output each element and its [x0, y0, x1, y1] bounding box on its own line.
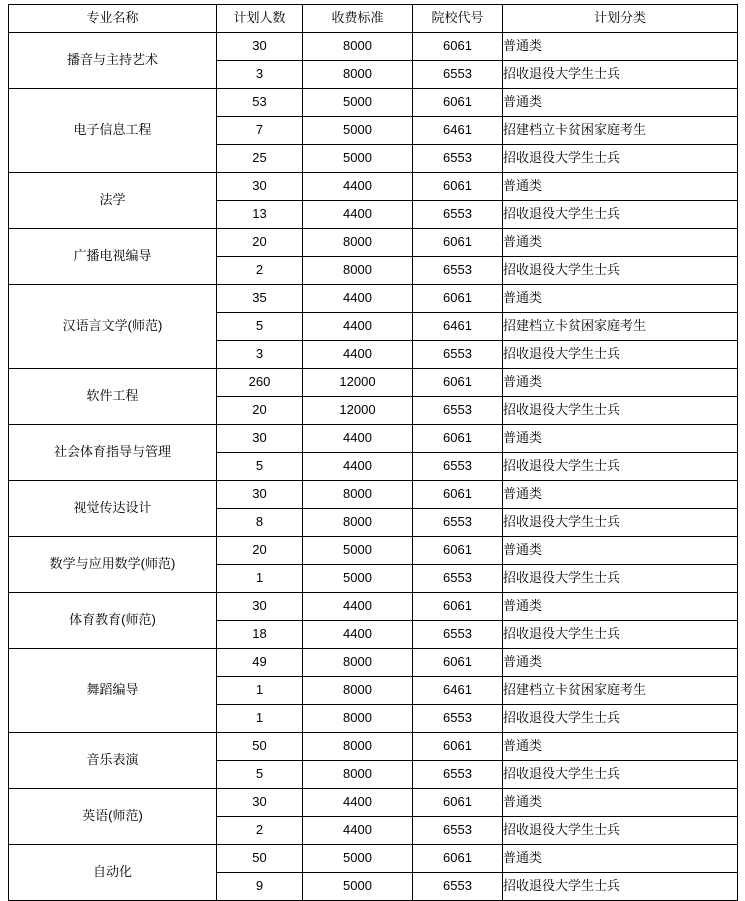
cell-major-name: 数学与应用数学(师范) [9, 537, 217, 593]
cell-plan-count: 18 [217, 621, 303, 649]
cell-fee-standard: 8000 [303, 229, 413, 257]
cell-fee-standard: 12000 [303, 369, 413, 397]
cell-plan-count: 5 [217, 761, 303, 789]
table-header-row [9, 5, 738, 33]
cell-plan-category: 普通类 [503, 173, 738, 201]
cell-plan-count: 3 [217, 61, 303, 89]
cell-plan-count: 35 [217, 285, 303, 313]
cell-plan-count: 2 [217, 257, 303, 285]
table-header [9, 5, 738, 33]
cell-fee-standard: 8000 [303, 61, 413, 89]
cell-fee-standard: 4400 [303, 453, 413, 481]
cell-school-code: 6553 [413, 453, 503, 481]
cell-plan-category: 招收退役大学生士兵 [503, 705, 738, 733]
cell-school-code: 6553 [413, 61, 503, 89]
cell-school-code: 6061 [413, 649, 503, 677]
cell-fee-standard: 12000 [303, 397, 413, 425]
cell-major-name: 广播电视编导 [9, 229, 217, 285]
cell-fee-standard: 4400 [303, 313, 413, 341]
cell-major-name: 社会体育指导与管理 [9, 425, 217, 481]
cell-plan-category: 招收退役大学生士兵 [503, 61, 738, 89]
cell-school-code: 6553 [413, 509, 503, 537]
cell-plan-count: 30 [217, 173, 303, 201]
cell-plan-category: 普通类 [503, 89, 738, 117]
cell-school-code: 6461 [413, 117, 503, 145]
column-header-code: 院校代号 [413, 5, 503, 33]
cell-plan-count: 2 [217, 817, 303, 845]
cell-plan-category: 普通类 [503, 649, 738, 677]
cell-school-code: 6061 [413, 845, 503, 873]
table-row [9, 89, 738, 117]
cell-fee-standard: 8000 [303, 649, 413, 677]
cell-plan-count: 30 [217, 33, 303, 61]
cell-fee-standard: 4400 [303, 173, 413, 201]
cell-fee-standard: 8000 [303, 33, 413, 61]
cell-fee-standard: 4400 [303, 201, 413, 229]
cell-fee-standard: 8000 [303, 705, 413, 733]
cell-plan-count: 25 [217, 145, 303, 173]
cell-school-code: 6553 [413, 397, 503, 425]
cell-school-code: 6061 [413, 481, 503, 509]
cell-school-code: 6553 [413, 565, 503, 593]
cell-fee-standard: 4400 [303, 817, 413, 845]
cell-plan-count: 9 [217, 873, 303, 901]
column-header-count: 计划人数 [217, 5, 303, 33]
cell-plan-category: 招建档立卡贫困家庭考生 [503, 313, 738, 341]
cell-plan-count: 20 [217, 229, 303, 257]
enrollment-plan-table [8, 4, 738, 901]
cell-fee-standard: 5000 [303, 873, 413, 901]
table-row [9, 789, 738, 817]
cell-school-code: 6553 [413, 705, 503, 733]
cell-plan-category: 招收退役大学生士兵 [503, 257, 738, 285]
cell-school-code: 6553 [413, 873, 503, 901]
cell-plan-category: 普通类 [503, 33, 738, 61]
cell-fee-standard: 5000 [303, 145, 413, 173]
cell-plan-category: 普通类 [503, 593, 738, 621]
cell-plan-count: 3 [217, 341, 303, 369]
table-body [9, 33, 738, 901]
cell-major-name: 视觉传达设计 [9, 481, 217, 537]
cell-plan-category: 招收退役大学生士兵 [503, 201, 738, 229]
cell-school-code: 6061 [413, 89, 503, 117]
cell-plan-category: 招收退役大学生士兵 [503, 145, 738, 173]
table-row [9, 369, 738, 397]
cell-fee-standard: 5000 [303, 117, 413, 145]
cell-school-code: 6061 [413, 593, 503, 621]
cell-school-code: 6553 [413, 201, 503, 229]
table-row [9, 845, 738, 873]
cell-school-code: 6461 [413, 677, 503, 705]
cell-fee-standard: 5000 [303, 537, 413, 565]
cell-plan-count: 1 [217, 565, 303, 593]
cell-school-code: 6061 [413, 425, 503, 453]
cell-plan-count: 1 [217, 705, 303, 733]
cell-major-name: 音乐表演 [9, 733, 217, 789]
table-row [9, 481, 738, 509]
cell-plan-count: 7 [217, 117, 303, 145]
cell-school-code: 6061 [413, 789, 503, 817]
cell-plan-count: 5 [217, 313, 303, 341]
table-row [9, 33, 738, 61]
cell-school-code: 6061 [413, 369, 503, 397]
table-row [9, 285, 738, 313]
cell-fee-standard: 8000 [303, 481, 413, 509]
cell-plan-category: 招收退役大学生士兵 [503, 817, 738, 845]
cell-major-name: 舞蹈编导 [9, 649, 217, 733]
cell-school-code: 6553 [413, 761, 503, 789]
cell-plan-count: 30 [217, 593, 303, 621]
table-row [9, 537, 738, 565]
table-row [9, 425, 738, 453]
cell-school-code: 6061 [413, 733, 503, 761]
cell-plan-category: 招收退役大学生士兵 [503, 621, 738, 649]
cell-plan-category: 招收退役大学生士兵 [503, 565, 738, 593]
cell-plan-count: 50 [217, 845, 303, 873]
cell-plan-category: 普通类 [503, 369, 738, 397]
cell-plan-category: 普通类 [503, 229, 738, 257]
cell-plan-count: 20 [217, 537, 303, 565]
cell-major-name: 电子信息工程 [9, 89, 217, 173]
column-header-category: 计划分类 [503, 5, 738, 33]
cell-fee-standard: 8000 [303, 733, 413, 761]
cell-major-name: 体育教育(师范) [9, 593, 217, 649]
cell-plan-count: 5 [217, 453, 303, 481]
cell-school-code: 6061 [413, 33, 503, 61]
cell-fee-standard: 8000 [303, 761, 413, 789]
cell-plan-category: 招收退役大学生士兵 [503, 341, 738, 369]
cell-school-code: 6461 [413, 313, 503, 341]
cell-plan-count: 20 [217, 397, 303, 425]
cell-plan-count: 30 [217, 425, 303, 453]
cell-plan-category: 招收退役大学生士兵 [503, 453, 738, 481]
table-row [9, 593, 738, 621]
cell-plan-count: 13 [217, 201, 303, 229]
cell-major-name: 汉语言文学(师范) [9, 285, 217, 369]
cell-fee-standard: 5000 [303, 845, 413, 873]
cell-fee-standard: 8000 [303, 677, 413, 705]
cell-major-name: 软件工程 [9, 369, 217, 425]
cell-plan-category: 招建档立卡贫困家庭考生 [503, 117, 738, 145]
cell-school-code: 6061 [413, 173, 503, 201]
column-header-major: 专业名称 [9, 5, 217, 33]
cell-plan-category: 招收退役大学生士兵 [503, 397, 738, 425]
cell-fee-standard: 5000 [303, 89, 413, 117]
table-row [9, 733, 738, 761]
cell-plan-count: 30 [217, 789, 303, 817]
cell-school-code: 6061 [413, 537, 503, 565]
cell-major-name: 播音与主持艺术 [9, 33, 217, 89]
cell-fee-standard: 4400 [303, 425, 413, 453]
cell-plan-count: 53 [217, 89, 303, 117]
cell-plan-count: 50 [217, 733, 303, 761]
cell-school-code: 6553 [413, 621, 503, 649]
cell-fee-standard: 8000 [303, 509, 413, 537]
cell-fee-standard: 4400 [303, 593, 413, 621]
table-row [9, 173, 738, 201]
cell-plan-category: 招建档立卡贫困家庭考生 [503, 677, 738, 705]
cell-plan-category: 普通类 [503, 481, 738, 509]
cell-plan-category: 招收退役大学生士兵 [503, 509, 738, 537]
cell-plan-category: 招收退役大学生士兵 [503, 873, 738, 901]
cell-school-code: 6553 [413, 817, 503, 845]
column-header-fee: 收费标准 [303, 5, 413, 33]
table-row [9, 229, 738, 257]
cell-plan-category: 普通类 [503, 285, 738, 313]
cell-fee-standard: 4400 [303, 621, 413, 649]
cell-plan-count: 8 [217, 509, 303, 537]
cell-major-name: 法学 [9, 173, 217, 229]
cell-fee-standard: 4400 [303, 341, 413, 369]
cell-plan-count: 49 [217, 649, 303, 677]
cell-major-name: 英语(师范) [9, 789, 217, 845]
table-row [9, 649, 738, 677]
cell-plan-count: 260 [217, 369, 303, 397]
cell-school-code: 6553 [413, 145, 503, 173]
cell-plan-category: 普通类 [503, 425, 738, 453]
cell-school-code: 6061 [413, 229, 503, 257]
cell-school-code: 6553 [413, 257, 503, 285]
cell-school-code: 6061 [413, 285, 503, 313]
cell-plan-category: 普通类 [503, 537, 738, 565]
cell-school-code: 6553 [413, 341, 503, 369]
cell-plan-count: 1 [217, 677, 303, 705]
cell-fee-standard: 8000 [303, 257, 413, 285]
cell-fee-standard: 4400 [303, 285, 413, 313]
cell-plan-category: 招收退役大学生士兵 [503, 761, 738, 789]
cell-plan-count: 30 [217, 481, 303, 509]
cell-fee-standard: 5000 [303, 565, 413, 593]
cell-plan-category: 普通类 [503, 733, 738, 761]
cell-major-name: 自动化 [9, 845, 217, 901]
cell-fee-standard: 4400 [303, 789, 413, 817]
cell-plan-category: 普通类 [503, 845, 738, 873]
cell-plan-category: 普通类 [503, 789, 738, 817]
